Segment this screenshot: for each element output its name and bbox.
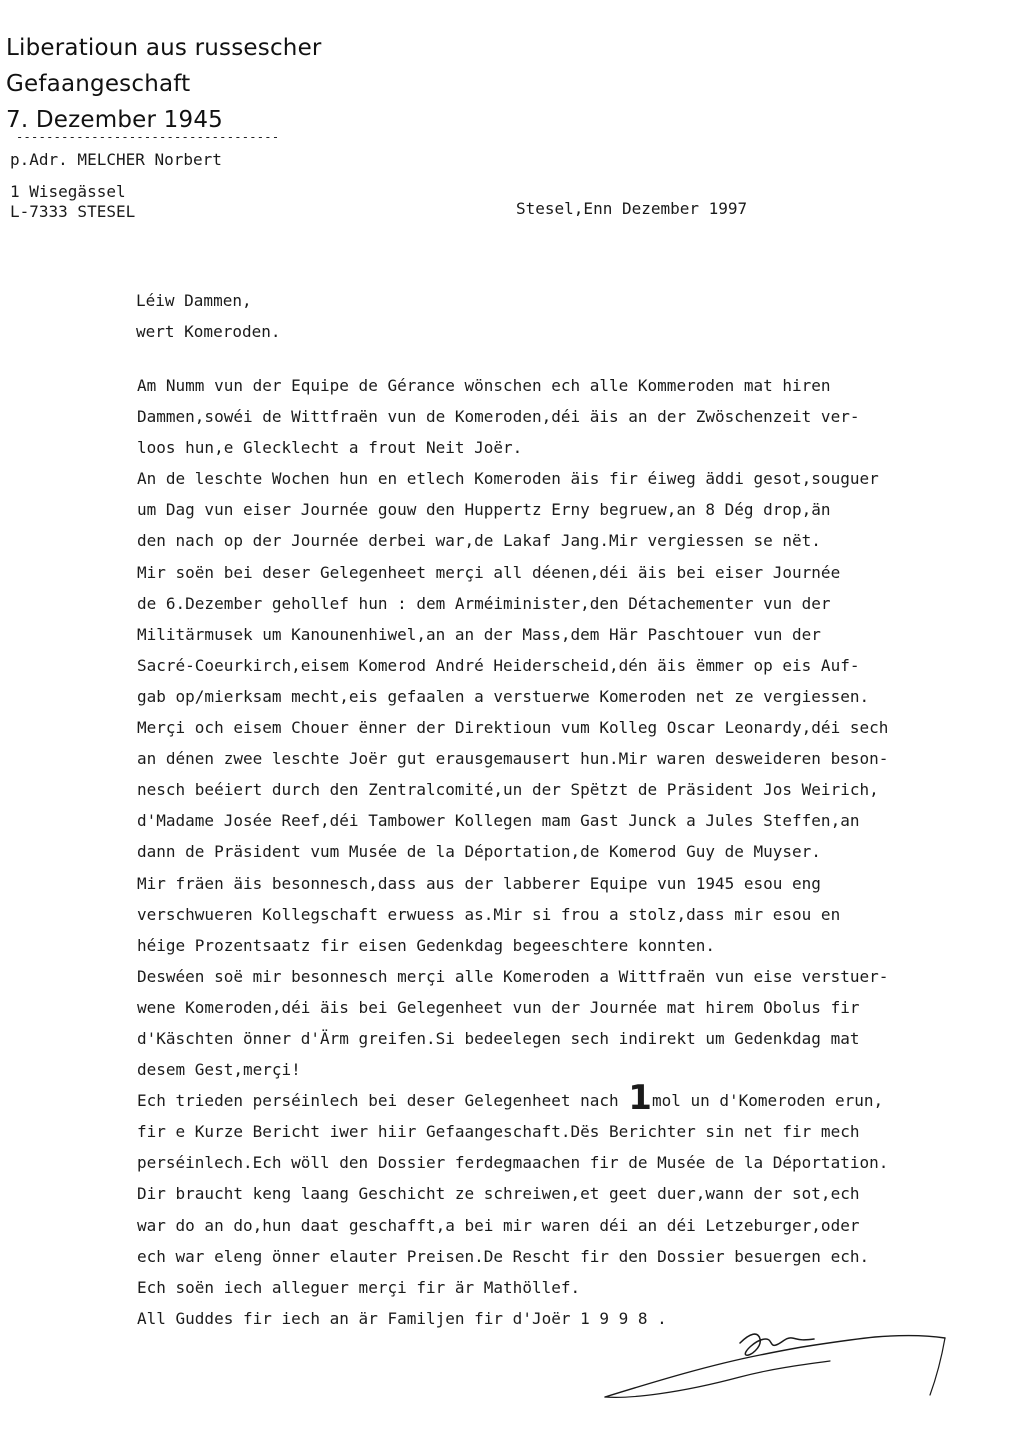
closing-line: perséinlech.Ech wöll den Dossier ferdegmaachen fir de Musée de la Déportation.: [137, 1153, 889, 1173]
closing-line: ech war eleng önner elauter Preisen.De Rescht fir den Dossier besuergen ech.: [137, 1246, 870, 1266]
salutation: [136, 285, 281, 347]
body-line: An de leschte Wochen hun en etlech Komeroden äis fir éiweg äddi gesot,souguer: [137, 469, 879, 489]
title-separator: -----------------------------------: [16, 130, 280, 144]
handwritten-signature: [600, 1325, 960, 1415]
body-line-end: mol un d'Komeroden erun,: [651, 1091, 884, 1111]
place-date: Stesel,Enn Dezember 1997: [516, 199, 748, 218]
body-line: Dammen,sowéi de Wittfraën vun de Komeroden,déi äis an der Zwöschenzeit ver-: [137, 407, 860, 427]
body-line: um Dag vun eiser Journée gouw den Huppertz Erny begruew,an 8 Dég drop,än: [137, 500, 831, 520]
letter-body: [137, 370, 957, 1334]
body-line: dann de Präsident vum Musée de la Déportation,de Komerod Guy de Muyser.: [137, 842, 821, 862]
sender-name: p.Adr. MELCHER Norbert: [10, 150, 222, 169]
body-line: gab op/mierksam mecht,eis gefaalen a verstuerwe Komeroden net ze vergiessen.: [137, 686, 870, 706]
body-line: an dénen zwee leschte Joër gut erausgemausert hun.Mir waren desweideren beson-: [137, 749, 889, 769]
title-line-2: Gefaangeschaft: [6, 71, 191, 97]
title-line-1: Liberatioun aus russescher: [6, 35, 322, 61]
sender-city: L-7333 STESEL: [10, 202, 136, 221]
sender-address: [10, 150, 222, 222]
body-line: Am Numm vun der Equipe de Gérance wönschen ech alle Kommeroden mat hiren: [137, 376, 831, 395]
body-line: desem Gest,merçi!: [137, 1060, 301, 1080]
body-line: de 6.Dezember gehollef hun : dem Arméiminister,den Détachementer vun der: [137, 593, 831, 613]
body-line: d'Madame Josée Reef,déi Tambower Kollegen mam Gast Junck a Jules Steffen,an: [137, 811, 860, 831]
closing-line: fir e Kurze Bericht iwer hiir Gefaangeschaft.Dës Berichter sin net fir mech: [137, 1122, 860, 1142]
body-line: Deswéen soë mir besonnesch merçi alle Komeroden a Wittfraën vun eise verstuer-: [137, 966, 889, 986]
salutation-line-1: Léiw Dammen,: [136, 291, 252, 310]
body-line: loos hun,e Glecklecht a frout Neit Joër.: [137, 438, 523, 458]
body-line-start: Ech trieden perséinlech bei deser Gelegenheet nach: [137, 1091, 629, 1111]
body-line: Mir fräen äis besonnesch,dass aus der labberer Equipe vun 1945 esou eng: [137, 873, 821, 893]
body-line: Merçi och eisem Chouer ënner der Direktioun vum Kolleg Oscar Leonardy,déi sech: [137, 718, 889, 738]
salutation-line-2: wert Komeroden.: [136, 322, 281, 341]
body-line: Sacré-Coeurkirch,eisem Komerod André Heiderscheid,dén äis ëmmer op eis Auf-: [137, 655, 860, 675]
body-line: héige Prozentsaatz fir eisen Gedenkdag begeeschtere konnten.: [137, 935, 715, 955]
body-line: Militärmusek um Kanounenhiwel,an an der Mass,dem Här Paschtouer vun der: [137, 624, 821, 644]
body-line-with-large-numeral: [137, 1078, 957, 1119]
letter-title: [6, 30, 346, 142]
body-line: d'Käschten önner d'Ärm greifen.Si bedeelegen sech indirekt um Gedenkdag mat: [137, 1028, 860, 1048]
body-line: nesch beéiert durch den Zentralcomité,un der Spëtzt de Präsident Jos Weirich,: [137, 780, 879, 800]
closing-line: All Guddes fir iech an är Familjen fir d'Joër 1 9 9 8 .: [137, 1308, 667, 1328]
body-line: den nach op der Journée derbei war,de Lakaf Jang.Mir vergiessen se nët.: [137, 531, 821, 551]
body-line: wene Komeroden,déi äis bei Gelegenheet vun der Journée mat hirem Obolus fir: [137, 997, 860, 1017]
body-line: Mir soën bei deser Gelegenheet merçi all déenen,déi äis bei eiser Journée: [137, 562, 841, 582]
closing-line: war do an do,hun daat geschafft,a bei mir waren déi an déi Letzeburger,oder: [137, 1215, 860, 1235]
body-line: verschwueren Kollegschaft erwuess as.Mir si frou a stolz,dass mir esou en: [137, 904, 841, 924]
large-numeral: 1: [628, 1078, 652, 1119]
closing-line: Dir braucht keng laang Geschicht ze schreiwen,et geet duer,wann der sot,ech: [137, 1184, 860, 1204]
title-line-3: 7. Dezember 1945: [6, 107, 223, 133]
closing-line: Ech soën iech alleguer merçi fir är Mathöllef.: [137, 1277, 581, 1297]
sender-street: 1 Wisegässel: [10, 182, 126, 201]
